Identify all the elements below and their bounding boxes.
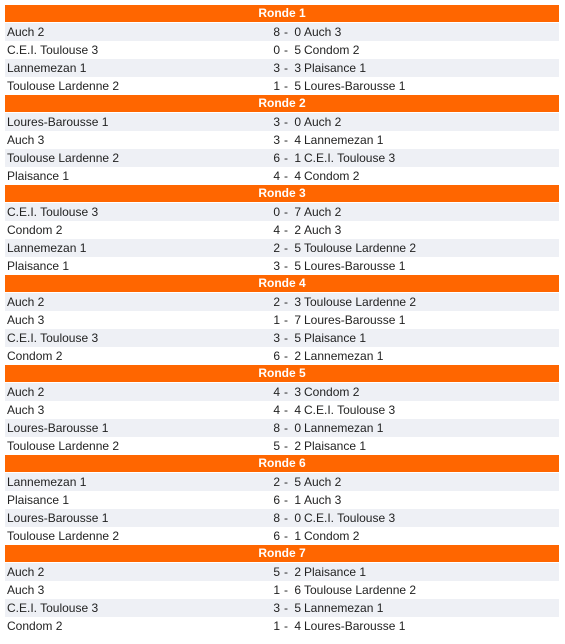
away-score: 3 (294, 295, 301, 309)
home-score: 4 (273, 403, 280, 417)
score-separator: - (284, 295, 288, 309)
score-separator: - (284, 133, 288, 147)
away-score: 2 (294, 223, 301, 237)
match-row (5, 293, 559, 311)
home-score: 6 (273, 349, 280, 363)
home-team: Toulouse Lardenne 2 (7, 79, 120, 93)
away-team: Plaisance 1 (304, 61, 367, 75)
home-score: 0 (273, 43, 280, 57)
away-score: 5 (294, 475, 301, 489)
away-score: 7 (294, 313, 301, 327)
match-row (5, 311, 559, 329)
home-team: Plaisance 1 (7, 493, 70, 507)
away-score: 5 (294, 43, 301, 57)
round-header: Ronde 6 (5, 455, 559, 473)
away-score: 3 (294, 385, 301, 399)
home-score: 6 (273, 529, 280, 543)
home-score: 3 (273, 331, 280, 345)
home-score: 6 (273, 151, 280, 165)
match-row (5, 203, 559, 221)
round-header: Ronde 2 (5, 95, 559, 113)
away-team: C.E.I. Toulouse 3 (304, 403, 396, 417)
away-team: Loures-Barousse 1 (304, 79, 406, 93)
away-team: Auch 3 (304, 493, 342, 507)
score-separator: - (284, 25, 288, 39)
away-team: Lannemezan 1 (304, 601, 384, 615)
away-team: Condom 2 (304, 529, 360, 543)
match-row (5, 167, 559, 185)
score-separator: - (284, 439, 288, 453)
away-team: Lannemezan 1 (304, 421, 384, 435)
away-score: 0 (294, 25, 301, 39)
home-score: 2 (273, 241, 280, 255)
home-team: Auch 3 (7, 403, 45, 417)
home-team: Auch 3 (7, 583, 45, 597)
home-team: Loures-Barousse 1 (7, 511, 109, 525)
away-score: 2 (294, 565, 301, 579)
away-score: 2 (294, 349, 301, 363)
score-separator: - (284, 79, 288, 93)
away-team: C.E.I. Toulouse 3 (304, 511, 396, 525)
score-separator: - (284, 511, 288, 525)
round-header: Ronde 5 (5, 365, 559, 383)
match-row (5, 113, 559, 131)
away-team: Condom 2 (304, 43, 360, 57)
match-row (5, 77, 559, 95)
score-separator: - (284, 385, 288, 399)
home-team: Lannemezan 1 (7, 241, 87, 255)
away-score: 4 (294, 133, 301, 147)
away-score: 6 (294, 583, 301, 597)
away-score: 5 (294, 241, 301, 255)
match-row (5, 437, 559, 455)
round-header: Ronde 1 (5, 5, 559, 23)
home-team: Auch 2 (7, 385, 45, 399)
home-score: 8 (273, 421, 280, 435)
home-score: 2 (273, 295, 280, 309)
away-score: 5 (294, 259, 301, 273)
home-score: 3 (273, 259, 280, 273)
away-team: Toulouse Lardenne 2 (304, 295, 417, 309)
match-row (5, 581, 559, 599)
home-score: 4 (273, 169, 280, 183)
away-team: Toulouse Lardenne 2 (304, 583, 417, 597)
away-score: 4 (294, 169, 301, 183)
home-score: 3 (273, 115, 280, 129)
away-score: 3 (294, 61, 301, 75)
away-team: Condom 2 (304, 385, 360, 399)
score-separator: - (284, 61, 288, 75)
score-separator: - (284, 241, 288, 255)
score-separator: - (284, 151, 288, 165)
match-row (5, 257, 559, 275)
home-team: Plaisance 1 (7, 259, 70, 273)
home-score: 3 (273, 61, 280, 75)
match-row (5, 383, 559, 401)
score-separator: - (284, 259, 288, 273)
away-score: 0 (294, 511, 301, 525)
away-score: 1 (294, 151, 301, 165)
home-team: Auch 3 (7, 313, 45, 327)
away-team: Auch 2 (304, 205, 342, 219)
away-team: Auch 3 (304, 223, 342, 237)
home-score: 5 (273, 439, 280, 453)
score-separator: - (284, 43, 288, 57)
match-row (5, 563, 559, 581)
home-score: 1 (273, 619, 280, 633)
score-separator: - (284, 223, 288, 237)
home-team: Toulouse Lardenne 2 (7, 439, 120, 453)
home-team: Plaisance 1 (7, 169, 70, 183)
away-score: 4 (294, 403, 301, 417)
away-team: Auch 3 (304, 25, 342, 39)
match-row (5, 509, 559, 527)
home-team: Condom 2 (7, 349, 63, 363)
score-separator: - (284, 601, 288, 615)
match-row (5, 221, 559, 239)
score-separator: - (284, 115, 288, 129)
away-team: Auch 2 (304, 475, 342, 489)
away-team: Loures-Barousse 1 (304, 259, 406, 273)
match-row (5, 329, 559, 347)
match-row (5, 41, 559, 59)
home-score: 1 (273, 79, 280, 93)
round-header: Ronde 3 (5, 185, 559, 203)
match-row (5, 239, 559, 257)
home-score: 4 (273, 385, 280, 399)
home-score: 6 (273, 493, 280, 507)
away-team: Plaisance 1 (304, 439, 367, 453)
score-separator: - (284, 583, 288, 597)
home-score: 5 (273, 565, 280, 579)
home-team: Lannemezan 1 (7, 61, 87, 75)
home-score: 8 (273, 511, 280, 525)
score-separator: - (284, 403, 288, 417)
away-score: 1 (294, 493, 301, 507)
home-team: Loures-Barousse 1 (7, 421, 109, 435)
home-team: Lannemezan 1 (7, 475, 87, 489)
home-team: Toulouse Lardenne 2 (7, 151, 120, 165)
away-score: 0 (294, 115, 301, 129)
home-team: C.E.I. Toulouse 3 (7, 601, 99, 615)
home-score: 1 (273, 583, 280, 597)
home-team: Auch 2 (7, 25, 45, 39)
home-score: 3 (273, 133, 280, 147)
home-team: Auch 2 (7, 295, 45, 309)
score-separator: - (284, 619, 288, 633)
away-team: Auch 2 (304, 115, 342, 129)
home-team: Auch 3 (7, 133, 45, 147)
away-team: Loures-Barousse 1 (304, 313, 406, 327)
match-row (5, 491, 559, 509)
match-row (5, 149, 559, 167)
round-header: Ronde 4 (5, 275, 559, 293)
score-separator: - (284, 205, 288, 219)
away-team: Plaisance 1 (304, 331, 367, 345)
home-score: 1 (273, 313, 280, 327)
away-score: 5 (294, 79, 301, 93)
away-score: 4 (294, 619, 301, 633)
home-score: 3 (273, 601, 280, 615)
score-separator: - (284, 421, 288, 435)
home-team: Auch 2 (7, 565, 45, 579)
away-team: Toulouse Lardenne 2 (304, 241, 417, 255)
away-team: Lannemezan 1 (304, 349, 384, 363)
home-score: 0 (273, 205, 280, 219)
home-score: 2 (273, 475, 280, 489)
home-team: C.E.I. Toulouse 3 (7, 205, 99, 219)
match-row (5, 131, 559, 149)
away-score: 7 (294, 205, 301, 219)
away-team: C.E.I. Toulouse 3 (304, 151, 396, 165)
home-team: Condom 2 (7, 223, 63, 237)
away-score: 2 (294, 439, 301, 453)
score-separator: - (284, 313, 288, 327)
away-score: 5 (294, 601, 301, 615)
match-row (5, 527, 559, 545)
results-table (5, 5, 559, 635)
away-team: Condom 2 (304, 169, 360, 183)
home-score: 8 (273, 25, 280, 39)
score-separator: - (284, 475, 288, 489)
home-team: Toulouse Lardenne 2 (7, 529, 120, 543)
score-separator: - (284, 331, 288, 345)
home-team: Condom 2 (7, 619, 63, 633)
home-team: C.E.I. Toulouse 3 (7, 331, 99, 345)
home-score: 4 (273, 223, 280, 237)
score-separator: - (284, 349, 288, 363)
score-separator: - (284, 529, 288, 543)
away-score: 0 (294, 421, 301, 435)
round-header: Ronde 7 (5, 545, 559, 563)
away-team: Lannemezan 1 (304, 133, 384, 147)
score-separator: - (284, 565, 288, 579)
match-row (5, 599, 559, 617)
match-row (5, 473, 559, 491)
match-row (5, 347, 559, 365)
score-separator: - (284, 169, 288, 183)
away-team: Loures-Barousse 1 (304, 619, 406, 633)
home-team: C.E.I. Toulouse 3 (7, 43, 99, 57)
score-separator: - (284, 493, 288, 507)
match-row (5, 419, 559, 437)
away-score: 1 (294, 529, 301, 543)
match-row (5, 23, 559, 41)
match-row (5, 401, 559, 419)
away-team: Plaisance 1 (304, 565, 367, 579)
match-row (5, 617, 559, 635)
home-team: Loures-Barousse 1 (7, 115, 109, 129)
away-score: 5 (294, 331, 301, 345)
match-row (5, 59, 559, 77)
